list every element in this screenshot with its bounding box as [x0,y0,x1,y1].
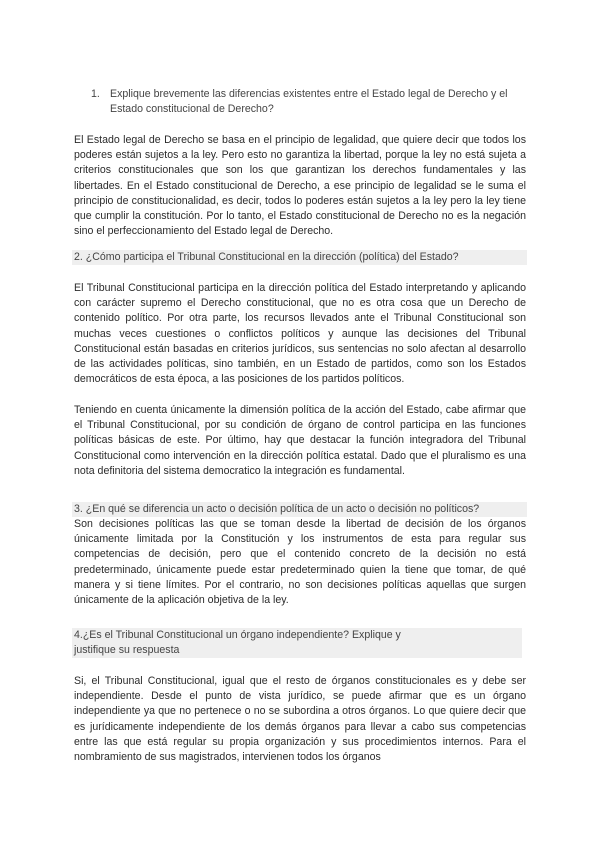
question-1-text: Explique brevemente las diferencias existentes entre el Estado legal de Derecho y el Estado constitucional de Derecho? [110,88,508,116]
answer-2-paragraph-2: Teniendo en cuenta únicamente la dimensión política de la acción del Estado, cabe afirmar que el Tribunal Constitucional, por su condición de órgano de control participa en las funciones políticas básicas de este. Por último, hay que destacar la función integradora del Tribunal Constitucional como intervención en la dirección política estatal. Dado que el pluralismo es una nota definitoria del sistema democratico la integración es fundamental. [74,404,526,477]
answer-4: Si, el Tribunal Constitucional, igual que el resto de órganos constitucionales es y debe ser independiente. Desde el punto de vista jurídico, se puede afirmar que es un órgano independiente ya que no pertenece o no se subordina a otros órganos. Lo que quiere decir que es jurídicamente independiente de los demás órganos para llevar a cabo sus competencias entre las que está regular su propia organización y sus procedimientos internos. Para el nombramiento de sus magistrados, intervienen todos los órganos [74,675,526,764]
question-1 [91,87,531,117]
question-2-heading: 2. ¿Cómo participa el Tribunal Constitucional en la dirección (política) del Estado? [72,250,527,265]
answer-2-paragraph-1: El Tribunal Constitucional participa en la dirección política del Estado interpretando y aplicando con carácter supremo el Derecho constitucional, que no es otra cosa que un Derecho de contenido político. Por otra parte, los recursos llevados ante el Tribunal Constitucional son muchas veces cuestiones o conflictos políticos y aunque las decisiones del Tribunal Constitucional están basadas en criterios jurídicos, sus sentencias no solo afectan al desarrollo de las actividades políticas, sino también, en un Estado de partidos, como son los Estados democráticos de esta época, a las posiciones de los partidos políticos. [74,282,526,386]
answer-1: El Estado legal de Derecho se basa en el principio de legalidad, que quiere decir que todos los poderes están sujetos a la ley. Pero esto no garantiza la libertad, porque la ley no está sujeta a criterios constitucionales que son los que garantizan los derechos fundamentales y las libertades. En el Estado constitucional de Derecho, a ese principio de legalidad se le suma el principio de constitucionalidad, es decir, todos lo poderes están sujetos a la ley pero la ley tiene que cumplir la constitución. Por lo tanto, el Estado constitucional de Derecho no es la negación sino el perfeccionamiento del Estado legal de Derecho. [74,134,526,238]
question-3-heading: 3. ¿En qué se diferencia un acto o decisión política de un acto o decisión no políticos? [72,502,527,517]
question-1-number: 1. [91,88,100,100]
question-4-heading: 4.¿Es el Tribunal Constitucional un órgano independiente? Explique y justifique su respuesta [72,628,522,658]
answer-3: Son decisiones políticas las que se toman desde la libertad de decisión de los órganos únicamente limitada por la Constitución y los instrumentos de esta para regular sus competencias de decisión, pero que el contenido concreto de la decisión no está predeterminado, únicamente puede estar predeterminado quien la tiene que tomar, de qué manera y si tiene límites. Por el contrario, no son decisiones políticas aquellas que surgen únicamente de la aplicación objetiva de la ley. [74,518,526,607]
